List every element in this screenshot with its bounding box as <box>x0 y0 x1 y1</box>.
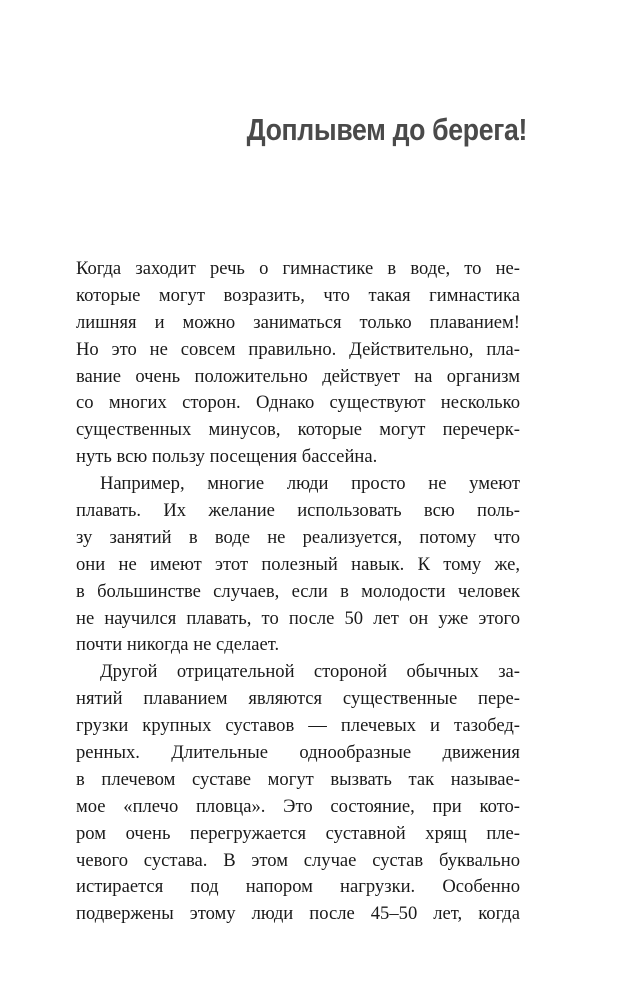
text-line: истирается под напором нагрузки. Особенно <box>76 876 520 898</box>
text-line: они не имеют этот полезный навык. К тому же, <box>76 553 520 575</box>
text-line: нуть всю пользу посещения бассейна. <box>76 446 378 468</box>
text-line: зу занятий в воде не реализуется, потому что <box>76 526 520 548</box>
text-line: подвержены этому люди после 45–50 лет, когда <box>76 903 520 925</box>
text-line: лишняя и можно заниматься только плаванием! <box>76 311 520 333</box>
text-line: Когда заходит речь о гимнастике в воде, то не- <box>76 258 520 279</box>
text-line: существенных минусов, которые могут перечерк- <box>76 419 520 441</box>
chapter-heading: Доплывем до берега! <box>246 112 527 147</box>
text-line: со многих сторон. Однако существуют несколько <box>76 392 520 414</box>
paragraph-3 <box>76 659 520 928</box>
text-line: почти никогда не сделает. <box>76 634 280 656</box>
text-line: плавать. Их желание использовать всю поль- <box>76 500 520 522</box>
text-line: ром очень перегружается суставной хрящ пле- <box>76 822 520 844</box>
text-line: Например, многие люди просто не умеют <box>100 473 520 495</box>
text-line: не научился плавать, то после 50 лет он уже этого <box>76 607 520 629</box>
text-line: нятий плаванием являются существенные пере- <box>76 688 520 710</box>
body-text <box>76 256 520 928</box>
text-line: чевого сустава. В этом случае сустав буквально <box>76 849 520 871</box>
text-line: Но это не совсем правильно. Действительно, пла- <box>76 338 520 360</box>
text-line: которые могут возразить, что такая гимнастика <box>76 284 520 306</box>
text-line: в большинстве случаев, если в молодости человек <box>76 580 520 602</box>
text-line: в плечевом суставе могут вызвать так называе- <box>76 768 520 790</box>
text-line: вание очень положительно действует на организм <box>76 365 520 387</box>
text-line: Другой отрицательной стороной обычных за- <box>100 661 520 683</box>
paragraph-1 <box>76 256 520 471</box>
paragraph-2 <box>76 471 520 659</box>
text-line: ренных. Длительные однообразные движения <box>76 742 520 764</box>
text-line: мое «плечо пловца». Это состояние, при кото- <box>76 795 520 817</box>
text-line: грузки крупных суставов — плечевых и тазобед- <box>76 715 520 737</box>
